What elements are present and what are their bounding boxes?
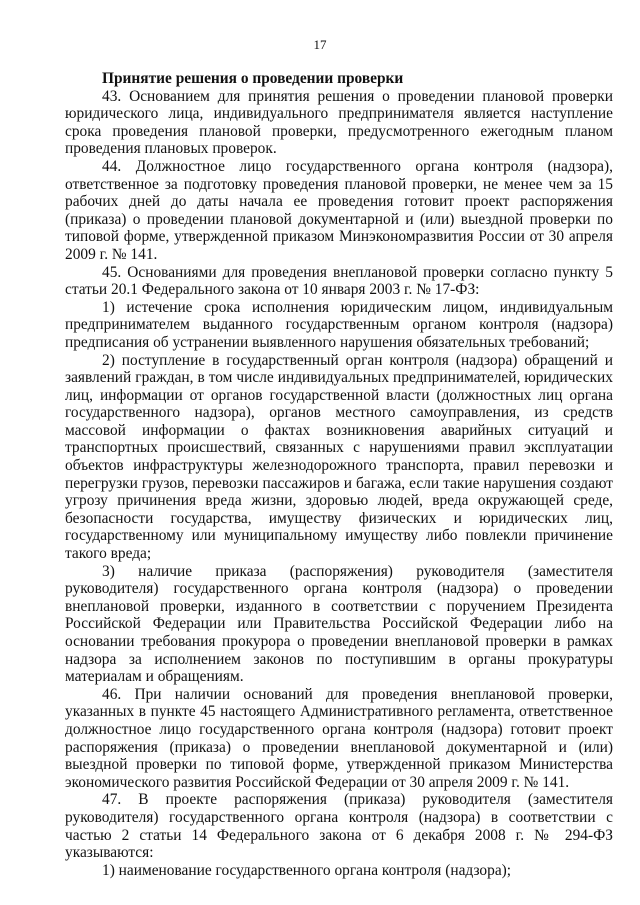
paragraph-43: 43. Основанием для принятия решения о проведении плановой проверки юридического лица, индивидуального предпринимателя является наступление срока проведения плановой проверки, предусмотренного ежегодным планом проведения плановых проверок. xyxy=(65,87,613,158)
paragraph-47-item-1: 1) наименование государственного органа контроля (надзора); xyxy=(102,861,512,879)
section-heading: Принятие решения о проведении проверки xyxy=(102,70,404,87)
document-body xyxy=(65,70,613,879)
paragraph-47: 47. В проекте распоряжения (приказа) руководителя (заместителя руководителя) государственного органа контроля (надзора) в соответствии с частью 2 статьи 14 Федерального закона от 6 декабря 2008 г. № 294-ФЗ указываются: xyxy=(65,791,613,862)
paragraph-45-item-1: 1) истечение срока исполнения юридическим лицом, индивидуальным предпринимателем выданного государственным органом контроля (надзора) предписания об устранении выявленного нарушения обязательных требований; xyxy=(65,298,613,351)
page-number: 17 xyxy=(313,37,327,52)
paragraph-46: 46. При наличии оснований для проведения внеплановой проверки, указанных в пункте 45 настоящего Административного регламента, ответственное должностное лицо государственного органа контроля (надзора) готовит проект распоряжения (приказа) о проведении внеплановой документарной и (или) выездной проверки по типовой форме, утвержденной приказом Министерства экономического развития Российской Федерации от 30 апреля 2009 г. № 141. xyxy=(65,685,613,791)
paragraph-45-item-3: 3) наличие приказа (распоряжения) руководителя (заместителя руководителя) государственного органа контроля (надзора) о проведении внеплановой проверки, изданного в соответствии с поручением Президента Российской Федерации или Правительства Российской Федерации либо на основании требования прокурора о проведении внеплановой проверки в рамках надзора за исполнением законов по поступившим в органы прокуратуры материалам и обращениям. xyxy=(65,562,613,686)
paragraph-45-item-2: 2) поступление в государственный орган контроля (надзора) обращений и заявлений граждан, в том числе индивидуальных предпринимателей, юридических лиц, информации от органов государственной власти (должностных лиц органа государственного надзора), органов местного самоуправления, из средств массовой информации о фактах возникновения аварийных ситуаций и транспортных происшествий, связанных с нарушениями правил эксплуатации объектов инфраструктуры железнодорожного транспорта, правил перевозки и перегрузки грузов, перевозки пассажиров и багажа, если такие нарушения создают угрозу причинения вреда жизни, здоровью людей, вреда окружающей среде, безопасности государства, имуществу физических и юридических лиц, государственному или муниципальному имуществу либо повлекли причинение такого вреда; xyxy=(65,351,613,563)
paragraph-44: 44. Должностное лицо государственного органа контроля (надзора), ответственное за подготовку проведения плановой проверки, не менее чем за 15 рабочих дней до даты начала ее проведения готовит проект распоряжения (приказа) о проведении плановой документарной и (или) выездной проверки по типовой форме, утвержденной приказом Минэкономразвития России от 30 апреля 2009 г. № 141. xyxy=(65,157,613,263)
paragraph-45: 45. Основаниями для проведения внеплановой проверки согласно пункту 5 статьи 20.1 Федерального закона от 10 января 2003 г. № 17-ФЗ: xyxy=(65,263,613,299)
